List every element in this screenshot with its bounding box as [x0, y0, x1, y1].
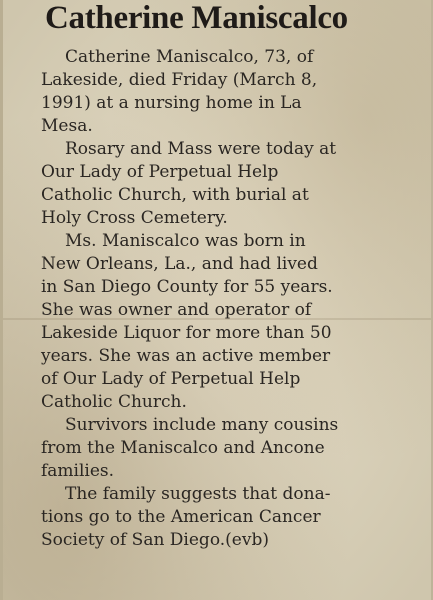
- text-line: Rosary and Mass were today at: [65, 139, 337, 159]
- text-line: Lakeside Liquor for more than 50: [41, 323, 332, 343]
- text-line: in San Diego County for 55 years.: [41, 277, 333, 297]
- text-line: New Orleans, La., and had lived: [41, 254, 318, 274]
- text-line: years. She was an active member: [41, 346, 331, 366]
- text-line: Society of San Diego.(evb): [41, 530, 269, 550]
- text-line: Our Lady of Perpetual Help: [41, 162, 279, 182]
- obituary-body: [41, 46, 426, 552]
- text-line: Catholic Church.: [41, 392, 187, 412]
- text-line: Holy Cross Cemetery.: [41, 208, 228, 228]
- text-line: Survivors include many cousins: [65, 415, 339, 435]
- text-line: Catherine Maniscalco, 73, of: [65, 47, 314, 67]
- paragraph-services: [41, 138, 426, 230]
- text-line: Lakeside, died Friday (March 8,: [41, 70, 318, 90]
- obituary-headline: Catherine Maniscalco: [45, 0, 348, 36]
- text-line: families.: [41, 461, 115, 481]
- text-line: Ms. Maniscalco was born in: [65, 231, 306, 251]
- text-line: tions go to the American Cancer: [41, 507, 321, 527]
- paper-fold-crease: [3, 318, 431, 320]
- text-line: She was owner and operator of: [41, 300, 312, 320]
- text-line: from the Maniscalco and Ancone: [41, 438, 325, 458]
- text-line: Mesa.: [41, 116, 93, 136]
- text-line: of Our Lady of Perpetual Help: [41, 369, 301, 389]
- paragraph-death-notice: [41, 46, 426, 138]
- text-line: Catholic Church, with burial at: [41, 185, 309, 205]
- paragraph-donations: [41, 483, 426, 552]
- paragraph-survivors: [41, 414, 426, 483]
- text-line: 1991) at a nursing home in La: [41, 93, 302, 113]
- text-line: The family suggests that dona-: [65, 484, 331, 504]
- paragraph-biography: [41, 230, 426, 414]
